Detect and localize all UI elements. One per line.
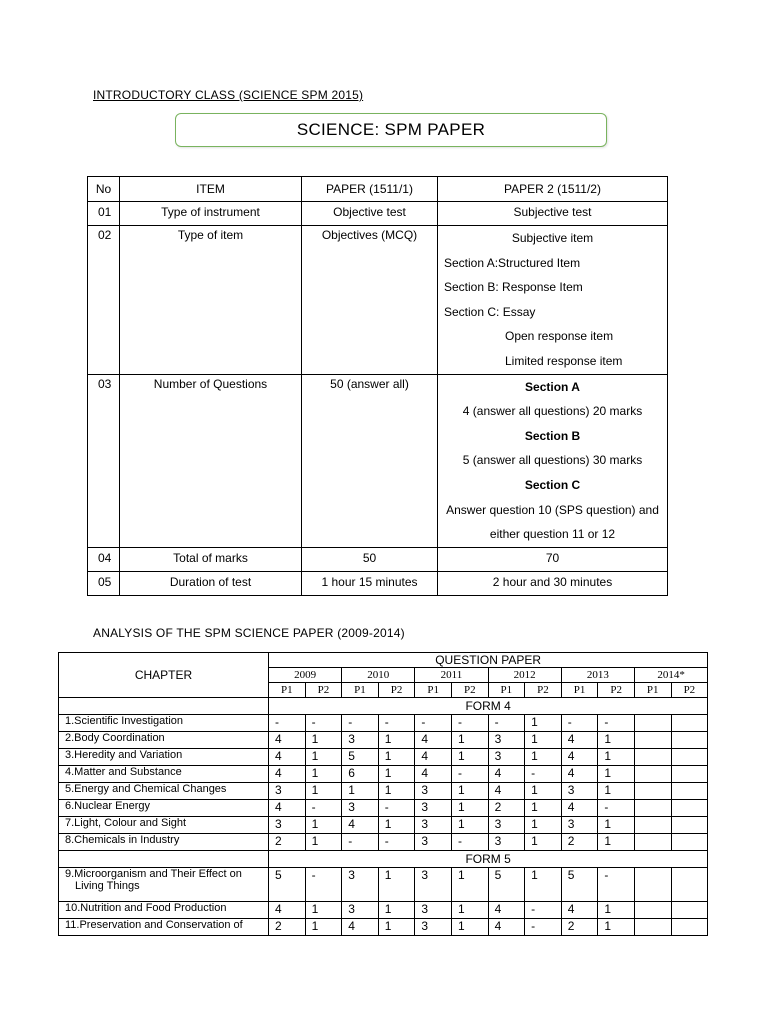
row-no: 04 <box>88 547 120 571</box>
chapter-name: 11.Preservation and Conservation of <box>65 919 243 931</box>
count-cell: 1 <box>598 783 635 800</box>
analysis-table <box>58 652 708 936</box>
chapter-name: 6.Nuclear Energy <box>65 800 150 812</box>
count-cell: 1 <box>451 732 488 749</box>
row-no: 02 <box>88 226 120 375</box>
count-cell: 1 <box>598 919 635 936</box>
count-cell: 3 <box>415 919 452 936</box>
count-cell <box>634 715 671 732</box>
table-row <box>88 547 668 571</box>
count-cell: - <box>561 715 598 732</box>
count-cell: 1 <box>305 902 342 919</box>
chapter-cell <box>59 834 269 851</box>
count-cell <box>671 834 708 851</box>
count-cell: 1 <box>451 749 488 766</box>
header-item: ITEM <box>120 177 302 202</box>
count-cell: 6 <box>342 766 379 783</box>
blank-cell <box>59 851 269 868</box>
paper-header: P1 <box>634 683 671 698</box>
row-paper2: 70 <box>438 547 668 571</box>
count-cell: - <box>451 715 488 732</box>
row-item: Total of marks <box>120 547 302 571</box>
count-cell: 4 <box>561 902 598 919</box>
row-paper1: 50 (answer all) <box>302 374 438 547</box>
blank-cell <box>59 698 269 715</box>
count-cell: 1 <box>525 783 562 800</box>
count-cell: 3 <box>488 834 525 851</box>
count-cell <box>634 749 671 766</box>
count-cell <box>671 868 708 902</box>
count-cell: 4 <box>561 749 598 766</box>
table-row <box>59 800 708 817</box>
table-row <box>59 834 708 851</box>
count-cell <box>671 800 708 817</box>
table-row <box>59 749 708 766</box>
count-cell: 4 <box>269 766 306 783</box>
row-paper2: Subjective test <box>438 202 668 226</box>
count-cell: 3 <box>488 817 525 834</box>
count-cell: 4 <box>488 902 525 919</box>
chapter-cell <box>59 783 269 800</box>
count-cell: 1 <box>598 834 635 851</box>
count-cell: 1 <box>525 800 562 817</box>
count-cell: 1 <box>598 749 635 766</box>
paper-header: P1 <box>488 683 525 698</box>
count-cell: 3 <box>269 783 306 800</box>
year-header: 2014* <box>634 668 707 683</box>
count-cell: 1 <box>598 766 635 783</box>
count-cell <box>634 902 671 919</box>
row-item: Type of instrument <box>120 202 302 226</box>
year-header: 2009 <box>269 668 342 683</box>
count-cell: 3 <box>561 817 598 834</box>
count-cell: 4 <box>561 800 598 817</box>
count-cell: - <box>378 715 415 732</box>
count-cell: 3 <box>415 817 452 834</box>
count-cell: 1 <box>378 817 415 834</box>
paper-header: P2 <box>525 683 562 698</box>
paper-header: P2 <box>305 683 342 698</box>
form-label: FORM 4 <box>269 698 708 715</box>
row-paper1: 1 hour 15 minutes <box>302 571 438 595</box>
count-cell <box>634 800 671 817</box>
table-header-row <box>88 177 668 202</box>
count-cell: 1 <box>378 766 415 783</box>
question-paper-header: QUESTION PAPER <box>269 653 708 668</box>
count-cell: 5 <box>342 749 379 766</box>
paper2-line: Section B: Response Item <box>444 280 583 295</box>
chapter-cell <box>59 732 269 749</box>
paper-header: P1 <box>342 683 379 698</box>
count-cell: 1 <box>525 868 562 902</box>
header-paper1: PAPER (1511/1) <box>302 177 438 202</box>
count-cell: 4 <box>342 919 379 936</box>
count-cell: 3 <box>342 902 379 919</box>
row-paper2: 2 hour and 30 minutes <box>438 571 668 595</box>
paper2-line: Section B <box>524 428 581 443</box>
header-no: No <box>88 177 120 202</box>
page-title: SCIENCE: SPM PAPER <box>296 120 486 139</box>
count-cell: 4 <box>269 902 306 919</box>
count-cell: 1 <box>305 749 342 766</box>
count-cell: 1 <box>378 868 415 902</box>
paper2-line: either question 11 or 12 <box>489 527 616 542</box>
form-section-row <box>59 698 708 715</box>
count-cell: 1 <box>451 817 488 834</box>
table-row <box>88 226 668 375</box>
header-paper2: PAPER 2 (1511/2) <box>438 177 668 202</box>
paper-header: P1 <box>561 683 598 698</box>
paper-header: P2 <box>671 683 708 698</box>
paper2-line: Open response item <box>505 329 614 344</box>
chapter-name: 1.Scientific Investigation <box>65 715 184 727</box>
count-cell: 4 <box>269 732 306 749</box>
count-cell <box>671 766 708 783</box>
count-cell <box>671 783 708 800</box>
chapter-cell <box>59 766 269 783</box>
count-cell: 1 <box>451 902 488 919</box>
count-cell: 1 <box>342 783 379 800</box>
count-cell: 1 <box>305 766 342 783</box>
row-item: Duration of test <box>120 571 302 595</box>
count-cell: 3 <box>561 783 598 800</box>
chapter-cell <box>59 749 269 766</box>
chapter-cell <box>59 902 269 919</box>
chapter-name: 2.Body Coordination <box>65 732 165 744</box>
count-cell: 1 <box>305 834 342 851</box>
paper-header: P2 <box>451 683 488 698</box>
table-row <box>59 919 708 936</box>
analysis-heading: ANALYSIS OF THE SPM SCIENCE PAPER (2009-2014) <box>93 626 405 640</box>
count-cell: 1 <box>525 732 562 749</box>
count-cell: 3 <box>342 868 379 902</box>
row-paper1: 50 <box>302 547 438 571</box>
count-cell: - <box>342 834 379 851</box>
count-cell: 3 <box>488 749 525 766</box>
chapter-header: CHAPTER <box>59 653 269 698</box>
table-row <box>88 374 668 547</box>
table-row <box>59 783 708 800</box>
paper2-line: Section A:Structured Item <box>444 255 581 270</box>
row-no: 05 <box>88 571 120 595</box>
count-cell <box>671 902 708 919</box>
count-cell: 4 <box>488 766 525 783</box>
paper2-line: Section A <box>525 379 580 394</box>
intro-heading: INTRODUCTORY CLASS (SCIENCE SPM 2015) <box>93 88 364 102</box>
count-cell: - <box>342 715 379 732</box>
chapter-name: 5.Energy and Chemical Changes <box>65 783 227 795</box>
count-cell <box>671 715 708 732</box>
count-cell: 5 <box>269 868 306 902</box>
count-cell: - <box>305 800 342 817</box>
year-header: 2010 <box>342 668 415 683</box>
count-cell: 1 <box>451 783 488 800</box>
count-cell: 3 <box>415 834 452 851</box>
table-row <box>59 732 708 749</box>
table-row <box>59 766 708 783</box>
row-paper1: Objectives (MCQ) <box>302 226 438 375</box>
count-cell: 5 <box>488 868 525 902</box>
count-cell <box>634 732 671 749</box>
count-cell: 3 <box>488 732 525 749</box>
chapter-cell <box>59 817 269 834</box>
count-cell: - <box>598 715 635 732</box>
count-cell: 4 <box>269 749 306 766</box>
count-cell: - <box>415 715 452 732</box>
row-paper2-cell <box>438 374 668 547</box>
count-cell: 4 <box>415 749 452 766</box>
chapter-name: 4.Matter and Substance <box>65 766 182 778</box>
count-cell: 2 <box>488 800 525 817</box>
count-cell: 1 <box>378 783 415 800</box>
count-cell: - <box>525 919 562 936</box>
paper2-line: Subjective item <box>511 231 594 245</box>
count-cell <box>671 749 708 766</box>
count-cell: - <box>305 715 342 732</box>
count-cell: 3 <box>415 800 452 817</box>
paper2-line: 5 (answer all questions) 30 marks <box>462 453 643 468</box>
count-cell: - <box>451 766 488 783</box>
paper-header: P2 <box>378 683 415 698</box>
count-cell: 1 <box>525 749 562 766</box>
count-cell: 1 <box>451 919 488 936</box>
paper2-line: 4 (answer all questions) 20 marks <box>462 404 643 419</box>
year-header: 2013 <box>561 668 634 683</box>
count-cell: - <box>488 715 525 732</box>
chapter-name: 8.Chemicals in Industry <box>65 834 180 846</box>
count-cell: 4 <box>269 800 306 817</box>
count-cell: - <box>598 868 635 902</box>
count-cell <box>634 783 671 800</box>
chapter-name: 3.Heredity and Variation <box>65 749 183 761</box>
count-cell: 2 <box>561 919 598 936</box>
paper2-line: Section C <box>524 477 581 492</box>
count-cell <box>634 834 671 851</box>
paper-header: P1 <box>415 683 452 698</box>
count-cell: 4 <box>488 783 525 800</box>
count-cell: - <box>269 715 306 732</box>
table-row <box>59 902 708 919</box>
chapter-cell <box>59 715 269 732</box>
count-cell <box>634 919 671 936</box>
count-cell: 1 <box>451 868 488 902</box>
count-cell: 1 <box>525 715 562 732</box>
row-item: Type of item <box>120 226 302 375</box>
paper2-line: Section C: Essay <box>444 304 536 319</box>
row-no: 03 <box>88 374 120 547</box>
count-cell: 1 <box>305 919 342 936</box>
year-header: 2011 <box>415 668 488 683</box>
row-item: Number of Questions <box>120 374 302 547</box>
chapter-cell <box>59 868 269 902</box>
count-cell: 1 <box>378 732 415 749</box>
row-paper2-cell <box>438 226 668 375</box>
count-cell <box>634 766 671 783</box>
count-cell: 3 <box>415 902 452 919</box>
count-cell: 5 <box>561 868 598 902</box>
chapter-cell <box>59 800 269 817</box>
count-cell: - <box>378 834 415 851</box>
row-paper1: Objective test <box>302 202 438 226</box>
count-cell: 2 <box>561 834 598 851</box>
count-cell: 1 <box>451 800 488 817</box>
count-cell: - <box>451 834 488 851</box>
year-header: 2012 <box>488 668 561 683</box>
count-cell: 1 <box>525 834 562 851</box>
chapter-cell <box>59 919 269 936</box>
table-row <box>59 715 708 732</box>
chapter-name-continued: Living Things <box>75 880 140 892</box>
count-cell: 1 <box>378 919 415 936</box>
count-cell: 3 <box>342 732 379 749</box>
count-cell: 1 <box>598 817 635 834</box>
count-cell: 1 <box>305 732 342 749</box>
count-cell <box>671 817 708 834</box>
count-cell: 3 <box>342 800 379 817</box>
count-cell: 1 <box>305 817 342 834</box>
count-cell: 1 <box>378 902 415 919</box>
count-cell: 4 <box>561 766 598 783</box>
count-cell: 2 <box>269 834 306 851</box>
count-cell: 4 <box>561 732 598 749</box>
count-cell: 4 <box>488 919 525 936</box>
count-cell: 4 <box>415 732 452 749</box>
count-cell <box>671 732 708 749</box>
count-cell <box>671 919 708 936</box>
table-row <box>59 868 708 902</box>
count-cell: - <box>525 902 562 919</box>
count-cell: 3 <box>415 868 452 902</box>
count-cell: 4 <box>415 766 452 783</box>
paper2-line: Limited response item <box>505 353 623 368</box>
paper-header: P1 <box>269 683 306 698</box>
table-row <box>59 817 708 834</box>
title-box <box>175 113 607 147</box>
count-cell: - <box>305 868 342 902</box>
count-cell: 3 <box>269 817 306 834</box>
row-no: 01 <box>88 202 120 226</box>
chapter-name: 9.Microorganism and Their Effect on <box>65 868 242 880</box>
count-cell: 2 <box>269 919 306 936</box>
count-cell <box>634 868 671 902</box>
count-cell: - <box>378 800 415 817</box>
form-section-row <box>59 851 708 868</box>
paper-header: P2 <box>598 683 635 698</box>
count-cell: 1 <box>378 749 415 766</box>
table-row <box>88 202 668 226</box>
count-cell: 3 <box>415 783 452 800</box>
count-cell: 1 <box>598 732 635 749</box>
form-label: FORM 5 <box>269 851 708 868</box>
count-cell: - <box>598 800 635 817</box>
count-cell: 1 <box>598 902 635 919</box>
paper2-line: Answer question 10 (SPS question) and <box>446 502 659 517</box>
chapter-name: 7.Light, Colour and Sight <box>65 817 187 829</box>
paper-format-table <box>87 176 668 596</box>
count-cell <box>634 817 671 834</box>
count-cell: 1 <box>305 783 342 800</box>
table-row <box>88 571 668 595</box>
chapter-name: 10.Nutrition and Food Production <box>65 902 227 914</box>
count-cell: 1 <box>525 817 562 834</box>
count-cell: 4 <box>342 817 379 834</box>
count-cell: - <box>525 766 562 783</box>
